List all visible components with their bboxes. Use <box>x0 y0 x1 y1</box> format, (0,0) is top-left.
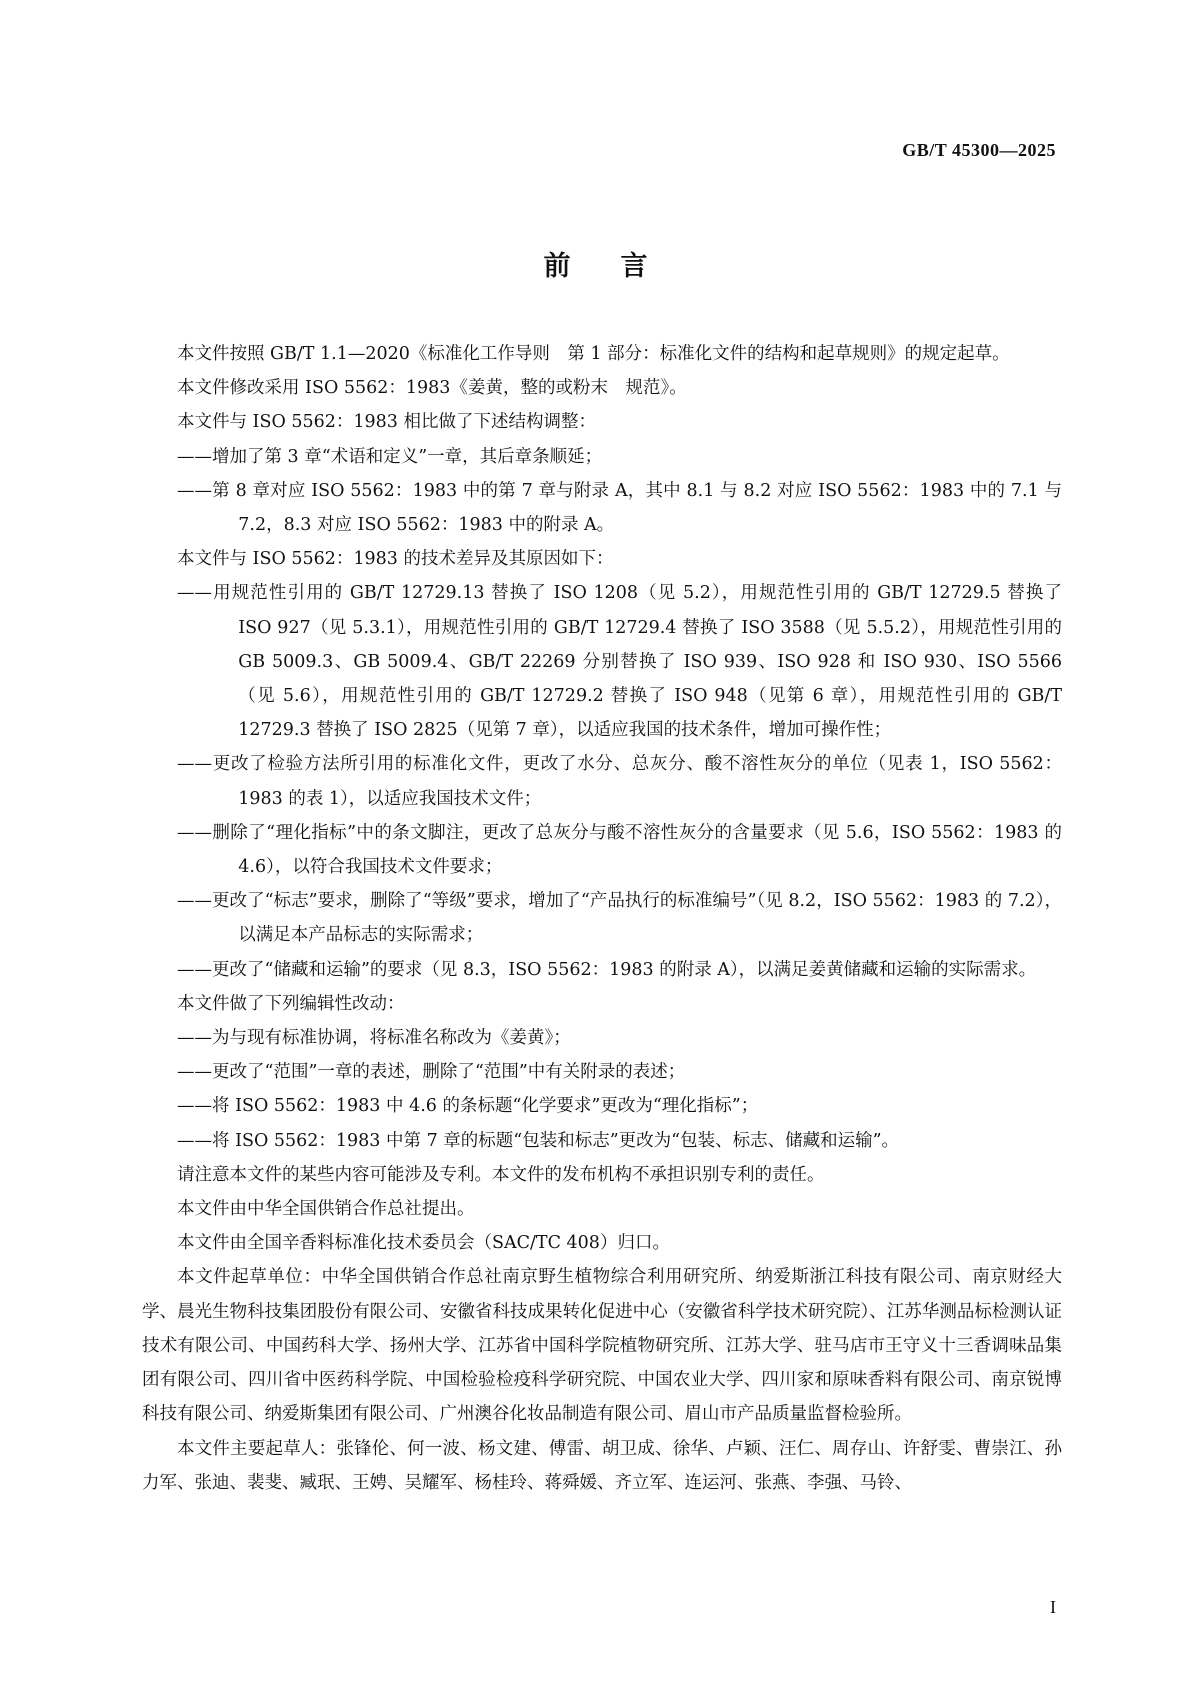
list-item: ——为与现有标准协调，将标准名称改为《姜黄》； <box>177 1028 571 1049</box>
list-item: ——用规范性引用的 GB/T 12729.13 替换了 ISO 1208（见 5.2），用规范性引用的 GB/T 12729.5 替换了 ISO 927（见 5.3.1），用规范性引用的 GB/T 12729.4 替换了 ISO 3588（见 5.5.2），用规范性引用的 GB 5009.3、GB 5009.4、GB/T 22269 分别替换了 ISO 939、ISO 928 和 ISO 930、ISO 5566（见 5.6），用规范性引用的 GB/T 12729.2 替换了 ISO 948（见第 6 章），用规范性引用的 GB/T 12729.3 替换了 ISO 2825（见第 7 章），以适应我国的技术条件，增加可操作性； <box>177 583 1062 741</box>
list-item: ——增加了第 3 章“术语和定义”一章，其后章条顺延； <box>177 446 603 467</box>
paragraph: 本文件修改采用 ISO 5562：1983《姜黄，整的或粉末 规范》。 <box>177 378 687 399</box>
paragraph: 本文件由全国辛香料标准化技术委员会（SAC/TC 408）归口。 <box>177 1233 670 1254</box>
standard-code: GB/T 45300—2025 <box>902 140 1056 160</box>
list-item: ——更改了“范围”一章的表述，删除了“范围”中有关附录的表述； <box>177 1062 686 1083</box>
paragraph: 本文件与 ISO 5562：1983 相比做了下述结构调整： <box>177 412 597 433</box>
list-item: ——将 ISO 5562：1983 中 4.6 的条标题“化学要求”更改为“理化指标”； <box>177 1096 759 1117</box>
paragraph: 本文件按照 GB/T 1.1—2020《标准化工作导则 第 1 部分：标准化文件的结构和起草规则》的规定起草。 <box>177 344 1010 364</box>
list-item: ——更改了“标志”要求，删除了“等级”要求，增加了“产品执行的标准编号”（见 8.2，ISO 5562：1983 的 7.2），以满足本产品标志的实际需求； <box>177 891 1062 946</box>
paragraph: 本文件主要起草人：张锋伦、何一波、杨文建、傅雷、胡卫成、徐华、卢颖、汪仁、周存山、许舒雯、曹崇江、孙力军、张迪、裴斐、臧珉、王娉、吴耀军、杨桂玲、蒋舜媛、齐立军、连运河、张燕、李强、马铃、 <box>142 1438 1062 1493</box>
foreword-body <box>142 337 1062 1500</box>
list-item: ——第 8 章对应 ISO 5562：1983 中的第 7 章与附录 A，其中 8.1 与 8.2 对应 ISO 5562：1983 中的 7.1 与 7.2，8.3 对应 ISO 5562：1983 中的附录 A。 <box>177 480 1062 536</box>
paragraph: 本文件起草单位：中华全国供销合作总社南京野生植物综合利用研究所、纳爱斯浙江科技有限公司、南京财经大学、晨光生物科技集团股份有限公司、安徽省科技成果转化促进中心（安徽省科学技术研究院）、江苏华测品标检测认证技术有限公司、中国药科大学、扬州大学、江苏省中国科学院植物研究所、江苏大学、驻马店市王守义十三香调味品集团有限公司、四川省中医药科学院、中国检验检疫科学研究院、中国农业大学、四川家和原味香料有限公司、南京锐博科技有限公司、纳爱斯集团有限公司、广州澳谷化妆品制造有限公司、眉山市产品质量监督检验所。 <box>142 1267 1062 1425</box>
paragraph: 本文件做了下列编辑性改动： <box>177 993 405 1014</box>
list-item: ——删除了“理化指标”中的条文脚注，更改了总灰分与酸不溶性灰分的含量要求（见 5.6，ISO 5562：1983 的 4.6），以符合我国技术文件要求； <box>177 822 1062 878</box>
paragraph: 本文件由中华全国供销合作总社提出。 <box>177 1199 475 1220</box>
list-item: ——更改了“储藏和运输”的要求（见 8.3，ISO 5562：1983 的附录 A），以满足姜黄储藏和运输的实际需求。 <box>177 959 1037 980</box>
list-item: ——将 ISO 5562：1983 中第 7 章的标题“包装和标志”更改为“包装、标志、储藏和运输”。 <box>177 1130 900 1151</box>
page-title: 前言 <box>543 251 698 282</box>
paragraph: 请注意本文件的某些内容可能涉及专利。本文件的发布机构不承担识别专利的责任。 <box>177 1164 825 1185</box>
page-number: I <box>1050 1597 1056 1617</box>
paragraph: 本文件与 ISO 5562：1983 的技术差异及其原因如下： <box>177 549 614 570</box>
list-item: ——更改了检验方法所引用的标准化文件，更改了水分、总灰分、酸不溶性灰分的单位（见表 1，ISO 5562：1983 的表 1），以适应我国技术文件； <box>177 754 1062 809</box>
